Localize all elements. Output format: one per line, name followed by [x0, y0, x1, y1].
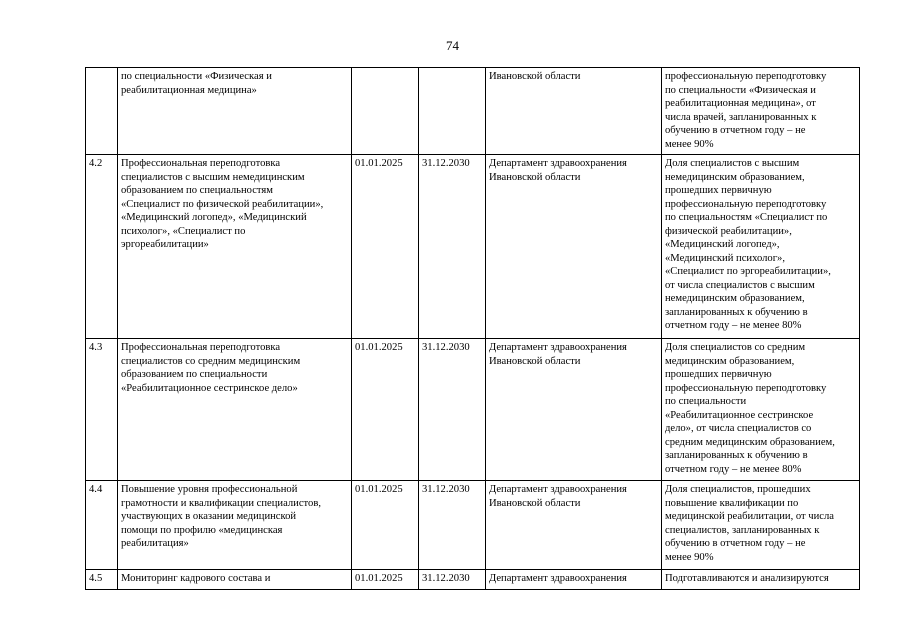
indicator-cell: Доля специалистов со средним медицинским образованием, прошедших первичную профессиональную переподготовку по специальности «Реабилитационное сестринское дело», от числа специалистов со средним медицинским образованием, запланированных к обучению в отчетном году – не менее 80% [662, 339, 860, 481]
row-number-cell [86, 68, 118, 155]
responsible-cell: Департамент здравоохранения Ивановской области [486, 155, 662, 339]
start-date-cell: 01.01.2025 [352, 570, 419, 590]
responsible-cell: Департамент здравоохранения Ивановской области [486, 481, 662, 570]
table-row [86, 155, 860, 339]
activity-cell: Профессиональная переподготовка специалистов со средним медицинским образованием по специальности «Реабилитационное сестринское дело» [118, 339, 352, 481]
indicator-cell: Подготавливаются и анализируются [662, 570, 860, 590]
indicator-cell: Доля специалистов с высшим немедицинским образованием, прошедших первичную профессиональную переподготовку по специальностям «Специалист по физической реабилитации», «Медицинский логопед», «Медицинский психолог», «Специалист по эргореабилитации», от числа специалистов с высшим немедицинским образованием, запланированных к обучению в отчетном году – не менее 80% [662, 155, 860, 339]
indicator-cell: профессиональную переподготовку по специальности «Физическая и реабилитационная медицина», от числа врачей, запланированных к обучению в отчетном году – не менее 90% [662, 68, 860, 155]
responsible-cell: Ивановской области [486, 68, 662, 155]
end-date-cell [419, 68, 486, 155]
row-number-cell: 4.5 [86, 570, 118, 590]
table-row [86, 339, 860, 481]
responsible-cell: Департамент здравоохранения [486, 570, 662, 590]
activity-cell: по специальности «Физическая и реабилитационная медицина» [118, 68, 352, 155]
start-date-cell [352, 68, 419, 155]
indicator-cell: Доля специалистов, прошедших повышение квалификации по медицинской реабилитации, от числа специалистов, запланированных к обучению в отчетном году – не менее 90% [662, 481, 860, 570]
activity-cell: Мониторинг кадрового состава и [118, 570, 352, 590]
activity-cell: Повышение уровня профессиональной грамотности и квалификации специалистов, участвующих в оказании медицинской помощи по профилю «медицинская реабилитация» [118, 481, 352, 570]
start-date-cell: 01.01.2025 [352, 481, 419, 570]
end-date-cell: 31.12.2030 [419, 155, 486, 339]
row-number-cell: 4.3 [86, 339, 118, 481]
start-date-cell: 01.01.2025 [352, 155, 419, 339]
end-date-cell: 31.12.2030 [419, 570, 486, 590]
end-date-cell: 31.12.2030 [419, 481, 486, 570]
row-number-cell: 4.4 [86, 481, 118, 570]
activity-cell: Профессиональная переподготовка специалистов с высшим немедицинским образованием по специальностям «Специалист по физической реабилитации», «Медицинский логопед», «Медицинский психолог», «Специалист по эргореабилитации» [118, 155, 352, 339]
end-date-cell: 31.12.2030 [419, 339, 486, 481]
row-number-cell: 4.2 [86, 155, 118, 339]
table-row [86, 481, 860, 570]
table-row [86, 68, 860, 155]
table-row [86, 570, 860, 590]
start-date-cell: 01.01.2025 [352, 339, 419, 481]
measures-table [85, 67, 860, 590]
page-number: 74 [446, 38, 459, 53]
responsible-cell: Департамент здравоохранения Ивановской области [486, 339, 662, 481]
